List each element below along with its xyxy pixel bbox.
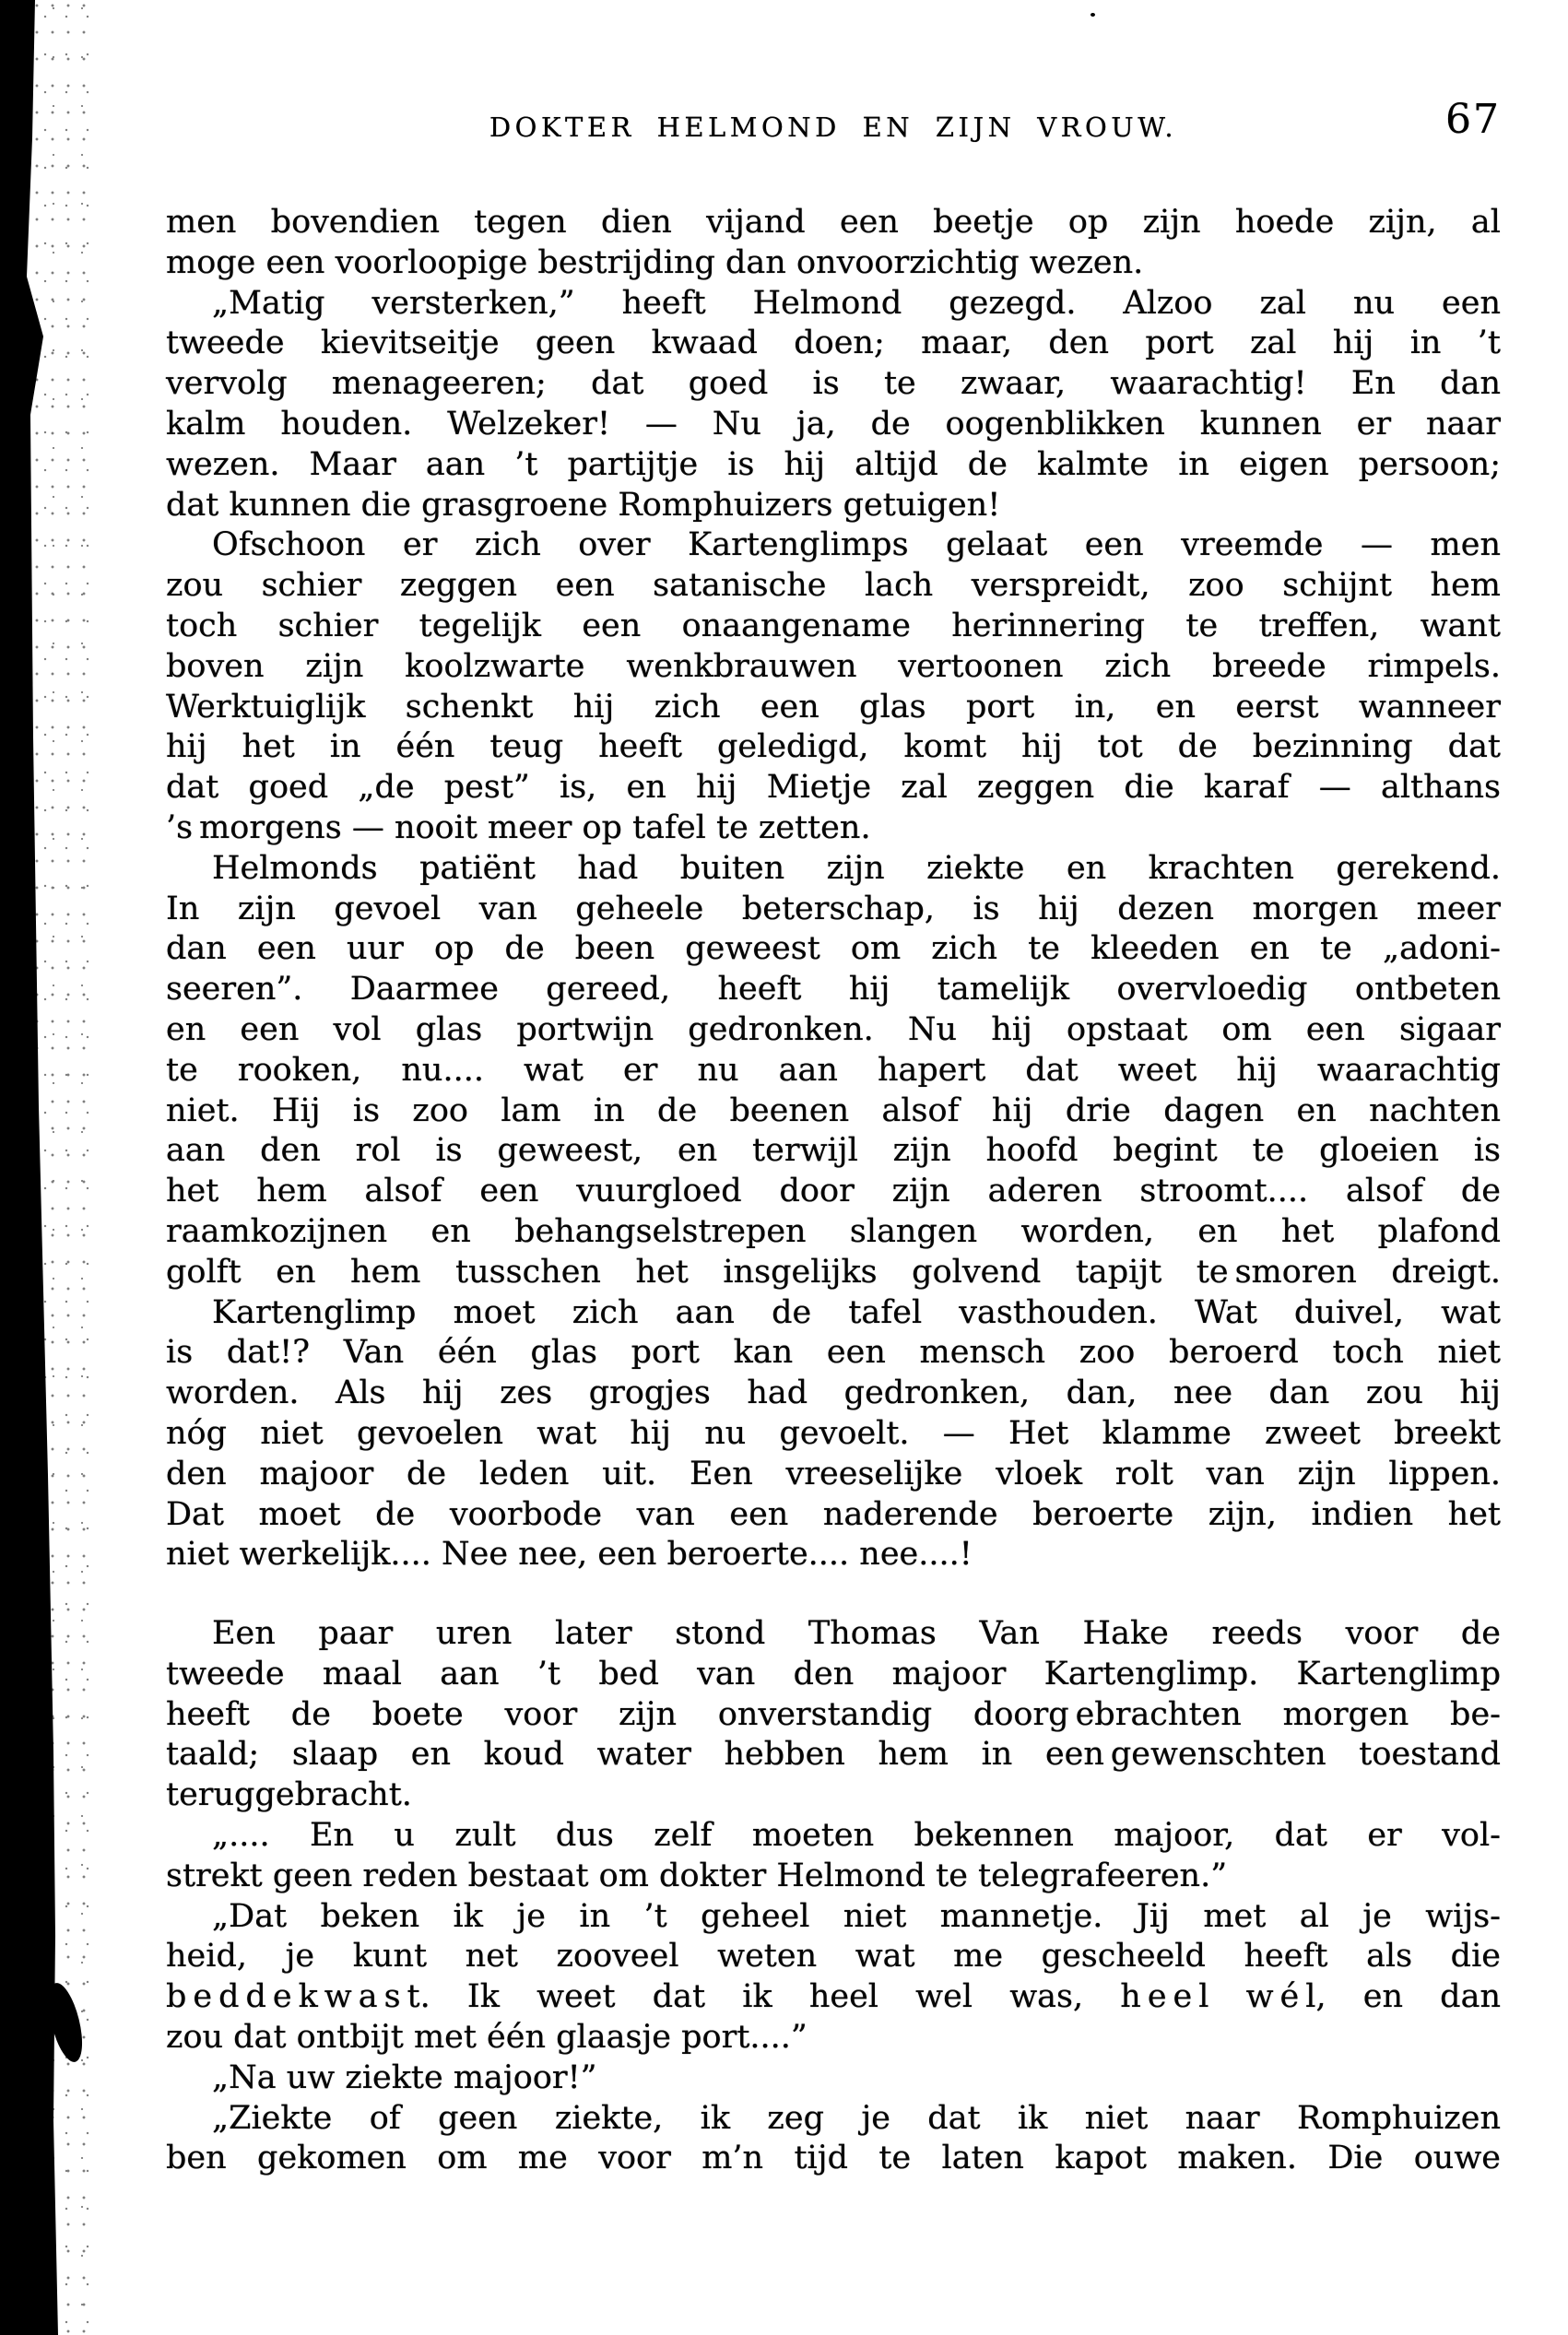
text-line: tweede maal aan ’t bed van den majoor Kartenglimp. Kartenglimp [166, 1655, 1501, 1692]
text-line: moge een voorloopige bestrijding dan onvoorzichtig wezen. [166, 243, 1144, 281]
text-line: strekt geen reden bestaat om dokter Helmond te telegrafeeren.” [166, 1857, 1228, 1894]
text-line: den majoor de leden uit. Een vreeselijke vloek rolt van zijn lippen. [166, 1455, 1501, 1492]
scan-stray-dot [1091, 13, 1095, 17]
text-line: „Dat beken ik je in ’t geheel niet mannetje. Jij met al je wijs- [212, 1897, 1501, 1935]
text-line: niet werkelijk.... Nee nee, een beroerte.... nee....! [166, 1536, 973, 1574]
text-line: tweede kievitseitje geen kwaad doen; maar, den port zal hij in ’t [166, 324, 1501, 362]
text-line: golft en hem tusschen het insgelijks golvend tapijt te smoren dreigt. [166, 1253, 1501, 1291]
text-line: Werktuiglijk schenkt hij zich een glas port in, en eerst wanneer [166, 688, 1501, 725]
text-line: niet. Hij is zoo lam in de beenen alsof hij drie dagen en nachten [166, 1091, 1501, 1129]
page-number: 67 [1445, 96, 1501, 143]
text-line: heeft de boete voor zijn onverstandig doorg ebrachten morgen be- [166, 1695, 1501, 1733]
text-line: toch schier tegelijk een onaangename herinnering te treffen, want [166, 607, 1501, 644]
text-line: nóg niet gevoelen wat hij nu gevoelt. — Het klamme zweet breekt [166, 1414, 1501, 1452]
text-line: dat goed „de pest” is, en hij Mietje zal zeggen die karaf — althans [166, 769, 1501, 807]
text-line: ben gekomen om me voor m’n tijd te laten kapot maken. Die ouwe [166, 2140, 1501, 2177]
text-block [166, 203, 1501, 2179]
text-line: Dat moet de voorbode van een naderende beroerte zijn, indien het [166, 1495, 1501, 1533]
text-line: dan een uur op de been geweest om zich te kleeden en te „adoni- [166, 930, 1501, 968]
text-line: ’s morgens — nooit meer op tafel te zetten. [166, 808, 871, 846]
text-line: taald; slaap en koud water hebben hem in een gewenschten toestand [166, 1736, 1501, 1774]
text-line: seeren”. Daarmee gereed, heeft hij tamelijk overvloedig ontbeten [166, 971, 1501, 1008]
text-line: Ofschoon er zich over Kartenglimps gelaat een vreemde — men [212, 526, 1501, 564]
text-line: „Na uw ziekte majoor!” [212, 2058, 597, 2096]
text-line: b e d d e k w a s t. Ik weet dat ik heel wel was, h e e l w é l, en dan [166, 1978, 1501, 2016]
text-line: dat kunnen die grasgroene Romphuizers getuigen! [166, 486, 1001, 524]
text-line: is dat!? Van één glas port kan een mensch zoo beroerd toch niet [166, 1334, 1501, 1372]
text-line: vervolg menageeren; dat goed is te zwaar, waarachtig! En dan [166, 365, 1501, 403]
text-line: kalm houden. Welzeker! — Nu ja, de oogenblikken kunnen er naar [166, 405, 1501, 442]
text-line: In zijn gevoel van geheele beterschap, is hij dezen morgen meer [166, 890, 1501, 927]
running-title: DOKTER HELMOND EN ZIJN VROUW. [489, 112, 1178, 143]
text-line: zou schier zeggen een satanische lach verspreidt, zoo schijnt hem [166, 567, 1501, 605]
text-line: heid, je kunt net zooveel weten wat me gescheeld heeft als die [166, 1938, 1501, 1975]
text-line: raamkozijnen en behangselstrepen slangen worden, en het plafond [166, 1212, 1501, 1250]
text-line: teruggebracht. [166, 1776, 412, 1814]
text-line: wezen. Maar aan ’t partijtje is hij altijd de kalmte in eigen persoon; [166, 445, 1501, 483]
text-line: worden. Als hij zes grogjes had gedronken, dan, nee dan zou hij [166, 1374, 1501, 1412]
text-line: Een paar uren later stond Thomas Van Hake reeds voor de [212, 1615, 1501, 1653]
text-line: boven zijn koolzwarte wenkbrauwen vertoonen zich breede rimpels. [166, 647, 1501, 685]
text-line: en een vol glas portwijn gedronken. Nu hij opstaat om een sigaar [166, 1010, 1501, 1048]
text-line: het hem alsof een vuurgloed door zijn aderen stroomt.... alsof de [166, 1173, 1501, 1210]
text-line: hij het in één teug heeft geledigd, komt hij tot de bezinning dat [166, 728, 1501, 766]
text-line: men bovendien tegen dien vijand een beetje op zijn hoede zijn, al [166, 204, 1501, 241]
text-line: „.... En u zult dus zelf moeten bekennen majoor, dat er vol- [212, 1817, 1501, 1855]
text-line: aan den rol is geweest, en terwijl zijn hoofd begint te gloeien is [166, 1132, 1501, 1170]
text-line: te rooken, nu.... wat er nu aan hapert dat weet hij waarachtig [166, 1051, 1501, 1089]
text-line: „Ziekte of geen ziekte, ik zeg je dat ik niet naar Romphuizen [212, 2099, 1501, 2137]
text-line: Helmonds patiënt had buiten zijn ziekte en krachten gerekend. [212, 849, 1501, 887]
text-line: zou dat ontbijt met één glaasje port....” [166, 2019, 808, 2057]
text-line: „Matig versterken,” heeft Helmond gezegd. Alzoo zal nu een [212, 284, 1501, 322]
text-line: Kartenglimp moet zich aan de tafel vasthouden. Wat duivel, wat [212, 1293, 1501, 1331]
